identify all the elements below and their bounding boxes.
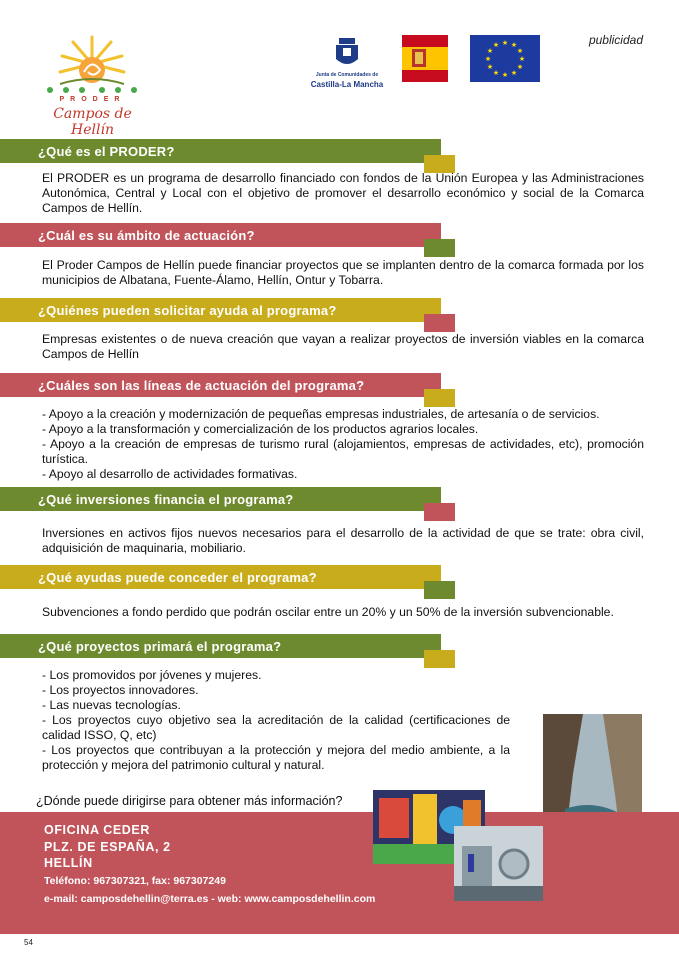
logo-campos-text: Campos de Hellín <box>53 106 132 138</box>
jccm-small-text: Junta de Comunidades de <box>315 72 379 78</box>
section-body-proyectos <box>42 668 510 773</box>
svg-text:★: ★ <box>484 55 492 63</box>
accent-block <box>424 503 455 521</box>
svg-text:★: ★ <box>501 39 509 47</box>
section-title: ¿Qué ayudas puede conceder el programa? <box>38 570 317 585</box>
section-title: ¿Cuáles son las líneas de actuación del programa? <box>38 378 365 393</box>
list-item: - Apoyo al desarrollo de actividades formativas. <box>42 467 298 481</box>
svg-text:★: ★ <box>492 41 500 49</box>
section-header-ayudas <box>0 565 441 589</box>
list-item: - Los promovidos por jóvenes y mujeres. <box>42 668 262 682</box>
contact-question: ¿Dónde puede dirigirse para obtener más información? <box>36 794 343 808</box>
list-item: - Las nuevas tecnologías. <box>42 698 181 712</box>
paragraph: Subvenciones a fondo perdido que podrán oscilar entre un 20% y un 50% de la inversión subvencionable. <box>42 605 614 619</box>
list-item: - Apoyo a la transformación y comercialización de los productos agrarios locales. <box>42 422 479 436</box>
list-item: - Los proyectos cuyo objetivo sea la acreditación de la calidad (certificaciones de calidad ISSO, Q, etc) <box>42 713 510 742</box>
section-header-quienes <box>0 298 441 322</box>
page-number: 54 <box>24 938 33 947</box>
svg-text:★: ★ <box>501 71 509 79</box>
svg-text:★: ★ <box>492 69 500 77</box>
publicidad-label: publicidad <box>588 33 643 47</box>
section-header-que-es <box>0 139 441 163</box>
svg-text:★: ★ <box>510 41 518 49</box>
svg-text:★: ★ <box>486 47 494 55</box>
jccm-emblem <box>306 36 388 92</box>
section-title: ¿Quiénes pueden solicitar ayuda al programa? <box>38 303 337 318</box>
logo-proder-text: PRODER <box>59 96 126 103</box>
section-title: ¿Qué proyectos primará el programa? <box>38 639 282 654</box>
section-body-ayudas <box>42 605 644 620</box>
coat-of-arms-icon <box>306 36 388 72</box>
section-body-inversiones <box>42 526 644 556</box>
office-web: e-mail: camposdehellin@terra.es - web: www.camposdehellin.com <box>44 893 376 905</box>
svg-text:★: ★ <box>510 69 518 77</box>
contact-footer <box>0 812 679 934</box>
accent-block <box>424 389 455 407</box>
accent-block <box>424 650 455 668</box>
list-item: - Los proyectos innovadores. <box>42 683 199 697</box>
sun-icon <box>30 34 155 96</box>
section-body-lineas <box>42 407 644 482</box>
section-title: ¿Qué inversiones financia el programa? <box>38 492 294 507</box>
section-title: ¿Qué es el PRODER? <box>38 144 175 159</box>
spain-flag-icon <box>402 35 448 82</box>
paragraph: Inversiones en activos fijos nuevos necesarios para el desarrollo de la actividad de que se trate: obra civil, adquisición de maquinaria, mobiliario. <box>42 526 644 555</box>
svg-text:★: ★ <box>516 47 524 55</box>
paragraph: Empresas existentes o de nueva creación que vayan a realizar proyectos de inversión viables en la comarca Campos de Hellín <box>42 332 644 361</box>
office-address: PLZ. DE ESPAÑA, 2 <box>44 840 171 854</box>
eu-flag-icon <box>470 35 540 82</box>
proder-logo <box>30 34 155 138</box>
section-body-que-es <box>42 171 644 216</box>
factory-photo <box>454 826 543 901</box>
accent-block <box>424 239 455 257</box>
accent-block <box>424 581 455 599</box>
section-header-inversiones <box>0 487 441 511</box>
section-header-lineas <box>0 373 441 397</box>
accent-block <box>424 314 455 332</box>
section-body-quienes <box>42 332 644 362</box>
office-name: OFICINA CEDER <box>44 823 150 837</box>
jccm-name-text: Castilla-La Mancha <box>310 80 384 89</box>
office-city: HELLÍN <box>44 856 93 870</box>
list-item: - Apoyo a la creación de empresas de turismo rural (alojamientos, empresas de actividades, etc), promoción turística. <box>42 437 644 466</box>
list-item: - Apoyo a la creación y modernización de pequeñas empresas industriales, de artesanía o de servicios. <box>42 407 600 421</box>
section-header-ambito <box>0 223 441 247</box>
section-body-ambito <box>42 258 644 288</box>
svg-text:★: ★ <box>486 63 494 71</box>
svg-text:★: ★ <box>518 55 526 63</box>
paragraph: El PRODER es un programa de desarrollo financiado con fondos de la Unión Europea y las Administraciones Autonómica, Central y Local con el objetivo de promover el desarrollo económico y social de la Comarca Campos de Hellín. <box>42 171 644 215</box>
list-item: - Los proyectos que contribuyan a la protección y mejora del medio ambiente, a la protección y mejora del patrimonio cultural y natural. <box>42 743 510 772</box>
section-title: ¿Cuál es su ámbito de actuación? <box>38 228 255 243</box>
office-phone: Teléfono: 967307321, fax: 967307249 <box>44 875 226 887</box>
section-header-proyectos <box>0 634 441 658</box>
svg-text:★: ★ <box>516 63 524 71</box>
paragraph: El Proder Campos de Hellín puede financiar proyectos que se implanten dentro de la comarca formada por los municipios de Albatana, Fuente-Álamo, Hellín, Ontur y Tobarra. <box>42 258 644 287</box>
